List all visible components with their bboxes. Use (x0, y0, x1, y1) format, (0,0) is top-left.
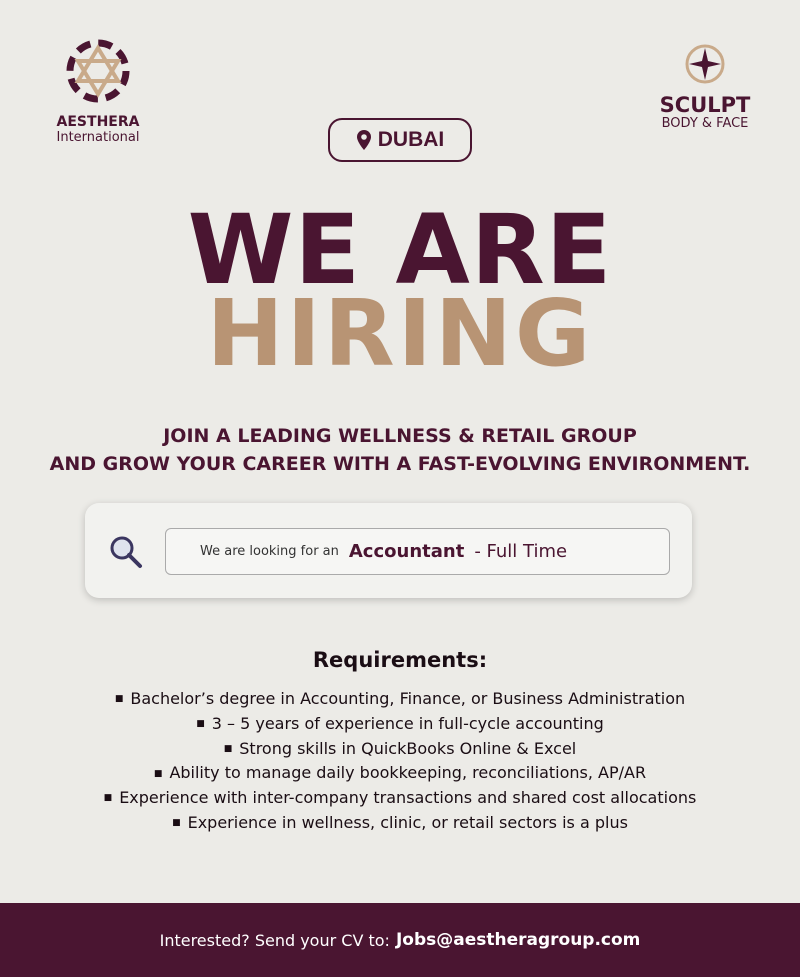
job-search-field (165, 528, 670, 575)
subheadline-line2: AND GROW YOUR CAREER WITH A FAST-EVOLVING ENVIRONMENT. (49, 453, 751, 475)
location-label: DUBAI (377, 128, 445, 151)
search-prefix: We are looking for an (200, 544, 339, 559)
aesthera-name: AESTHERA (56, 114, 140, 130)
requirement-item: ■ Experience with inter-company transactions and shared cost allocations (0, 786, 800, 811)
job-type: - Full Time (474, 541, 568, 562)
sculpt-sub: BODY & FACE (661, 116, 749, 131)
requirement-item: ■ Bachelor’s degree in Accounting, Finance, or Business Administration (0, 687, 800, 712)
aesthera-logo (48, 36, 148, 145)
contact-email[interactable]: Jobs@aestheragroup.com (395, 930, 641, 950)
sculpt-logo (650, 42, 760, 131)
subheadline-line1: JOIN A LEADING WELLNESS & RETAIL GROUP (163, 425, 637, 447)
footer-bar (0, 903, 800, 977)
footer-prompt: Interested? Send your CV to: (159, 930, 390, 950)
sculpt-name: SCULPT (659, 93, 751, 117)
job-role: Accountant (348, 541, 465, 562)
requirement-item: ■ Strong skills in QuickBooks Online & Excel (0, 737, 800, 762)
requirement-item: ■ Experience in wellness, clinic, or retail sectors is a plus (0, 811, 800, 836)
aesthera-sub: International (56, 130, 140, 145)
search-icon (109, 535, 143, 569)
sculpt-star-icon (683, 42, 727, 86)
requirement-item: ■ 3 – 5 years of experience in full-cycle accounting (0, 712, 800, 737)
requirements-title: Requirements: (312, 648, 488, 672)
headline-line2: HIRING (206, 280, 594, 387)
requirement-item: ■ Ability to manage daily bookkeeping, reconciliations, AP/AR (0, 761, 800, 786)
map-pin-icon (356, 129, 372, 151)
headline-line1: WE ARE (187, 194, 613, 306)
aesthera-emblem-icon (63, 36, 133, 106)
requirements-list (0, 687, 800, 836)
location-badge (328, 118, 472, 162)
